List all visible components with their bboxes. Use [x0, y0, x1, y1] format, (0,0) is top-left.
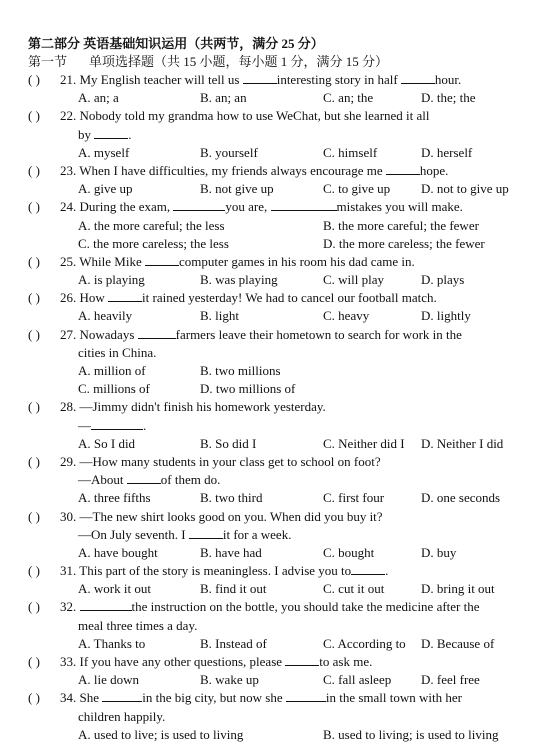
answer-blank[interactable]	[351, 562, 385, 575]
question-text-segment: 29. —How many students in your class get to school on foot?	[60, 453, 381, 469]
answer-blank[interactable]	[173, 198, 225, 211]
option-d[interactable]: D. not to give up	[421, 181, 509, 197]
option-c[interactable]: C. Neither did I	[323, 435, 405, 451]
answer-parentheses[interactable]: ( )	[28, 290, 40, 306]
question-stem	[60, 562, 388, 580]
question-text-segment: 30. —The new shirt looks good on you. When did you buy it?	[60, 508, 383, 524]
section-label: 第一节	[28, 54, 68, 69]
section-heading	[28, 53, 388, 71]
answer-blank[interactable]	[102, 689, 142, 702]
question-stem-line	[0, 326, 536, 344]
answer-blank[interactable]	[386, 162, 420, 175]
question-continuation	[78, 417, 146, 435]
question-text-segment: 28. —Jimmy didn't finish his homework yesterday.	[60, 399, 326, 415]
options-row	[0, 362, 536, 380]
question-26	[0, 289, 536, 325]
question-text-segment: 22. Nobody told my grandma how to use WeChat, but she learned it all	[60, 108, 430, 124]
option-d[interactable]: D. the more careless; the fewer	[323, 235, 485, 251]
answer-parentheses[interactable]: ( )	[28, 72, 40, 87]
question-text-segment: —	[78, 417, 91, 433]
answer-blank[interactable]	[91, 417, 143, 430]
answer-parentheses[interactable]: ( )	[28, 453, 40, 469]
option-b[interactable]: B. two third	[200, 490, 263, 506]
options-row	[0, 671, 536, 689]
question-27	[0, 326, 536, 399]
answer-blank[interactable]	[189, 526, 223, 539]
option-b[interactable]: B. light	[200, 308, 240, 324]
option-a[interactable]: A. have bought	[78, 544, 158, 560]
question-stem-line	[0, 253, 536, 271]
option-a[interactable]: A. give up	[78, 181, 133, 197]
question-stem	[60, 508, 383, 526]
question-stem-line	[0, 453, 536, 471]
question-22	[0, 107, 536, 162]
question-continuation-line	[0, 708, 536, 726]
question-continuation-line	[0, 471, 536, 489]
question-text-segment: you are,	[225, 199, 271, 215]
question-text-segment: cities in China.	[78, 344, 157, 360]
option-a[interactable]: A. an; a	[78, 90, 119, 106]
options-row	[0, 435, 536, 453]
option-c[interactable]: C. himself	[323, 144, 378, 160]
option-d[interactable]: D. herself	[421, 144, 473, 160]
question-24	[0, 198, 536, 253]
option-c[interactable]: C. an; the	[323, 90, 374, 106]
options-row	[0, 89, 536, 107]
question-list	[0, 71, 536, 744]
options-row	[0, 307, 536, 325]
question-text-segment: .	[128, 126, 132, 142]
question-stem	[60, 689, 462, 707]
option-c[interactable]: C. will play	[323, 272, 385, 288]
option-a[interactable]: A. heavily	[78, 308, 133, 324]
question-stem-line	[0, 689, 536, 707]
options-row	[0, 217, 536, 235]
question-25	[0, 253, 536, 289]
question-text-segment: of them do.	[160, 472, 221, 488]
question-text-segment: computer games in his room his dad came in.	[178, 253, 415, 269]
question-stem	[60, 289, 437, 307]
options-row	[0, 180, 536, 198]
answer-parentheses[interactable]: ( )	[28, 199, 40, 215]
option-b[interactable]: B. Instead of	[200, 635, 267, 651]
question-stem	[60, 198, 463, 216]
answer-blank[interactable]	[127, 471, 161, 484]
answer-parentheses[interactable]: ( )	[28, 563, 40, 579]
option-a[interactable]: A. work it out	[78, 581, 151, 597]
answer-blank[interactable]	[286, 689, 326, 702]
question-stem-line	[0, 198, 536, 216]
question-stem-line	[0, 508, 536, 526]
option-d[interactable]: D. bring it out	[421, 581, 495, 597]
answer-parentheses[interactable]: ( )	[28, 108, 40, 124]
option-b[interactable]: B. two millions	[200, 363, 281, 378]
answer-parentheses[interactable]: ( )	[28, 326, 40, 342]
question-28	[0, 398, 536, 453]
question-23	[0, 162, 536, 198]
question-text-segment: interesting story in half	[276, 72, 401, 87]
option-c[interactable]: C. fall asleep	[323, 672, 392, 688]
question-text-segment: —On July seventh. I	[78, 526, 189, 542]
question-stem-line	[0, 289, 536, 307]
question-continuation	[78, 526, 291, 544]
option-d[interactable]: D. Neither I did	[421, 435, 504, 451]
question-text-segment: in the small town with her	[325, 690, 462, 706]
option-c[interactable]: C. cut it out	[323, 581, 385, 597]
question-continuation	[78, 344, 156, 362]
question-text-segment: 27. Nowadays	[60, 326, 138, 342]
question-text-segment: the instruction on the bottle, you should take the medicine after the	[131, 599, 480, 615]
question-stem-line	[0, 71, 536, 89]
question-stem-line	[0, 562, 536, 580]
option-b[interactable]: B. have had	[200, 544, 262, 560]
option-d[interactable]: D. plays	[421, 272, 465, 288]
option-c[interactable]: C. According to	[323, 635, 406, 651]
answer-blank[interactable]	[271, 198, 337, 211]
question-stem	[60, 71, 461, 89]
question-text-segment: 34. She	[60, 690, 103, 706]
option-a[interactable]: A. the more careful; the less	[78, 217, 225, 233]
answer-parentheses[interactable]: ( )	[28, 162, 40, 178]
option-a[interactable]: A. lie down	[78, 672, 140, 688]
question-text-segment: hour.	[434, 72, 462, 87]
option-b[interactable]: B. wake up	[200, 672, 259, 688]
question-34	[0, 689, 536, 744]
question-text-segment: —About	[78, 472, 127, 488]
options-row	[0, 380, 536, 398]
option-d[interactable]: D. buy	[421, 544, 457, 560]
question-21	[0, 71, 536, 107]
question-31	[0, 562, 536, 598]
question-continuation-line	[0, 617, 536, 635]
option-a[interactable]: A. Thanks to	[78, 635, 146, 651]
options-row	[0, 271, 536, 289]
question-stem	[60, 162, 448, 180]
option-c[interactable]: C. to give up	[323, 181, 391, 197]
option-d[interactable]: D. two millions of	[200, 381, 296, 397]
option-a[interactable]: A. So I did	[78, 435, 136, 451]
option-b[interactable]: B. not give up	[200, 181, 274, 197]
question-text-segment: mistakes you will make.	[336, 199, 463, 215]
option-b[interactable]: B. find it out	[200, 581, 267, 597]
question-text-segment: 25. While Mike	[60, 253, 145, 269]
question-continuation	[78, 617, 197, 635]
question-continuation-line	[0, 417, 536, 435]
question-text-segment: 21. My English teacher will tell us	[60, 72, 243, 87]
question-30	[0, 508, 536, 563]
question-text-segment: 23. When I have difficulties, my friends always encourage me	[60, 162, 386, 178]
answer-parentheses[interactable]: ( )	[28, 599, 40, 615]
options-row	[0, 144, 536, 162]
question-text-segment: 32.	[60, 599, 80, 615]
options-row	[0, 635, 536, 653]
question-continuation-line	[0, 526, 536, 544]
option-b[interactable]: B. used to living; is used to living	[323, 726, 499, 742]
question-text-segment: it rained yesterday! We had to cancel our football match.	[142, 290, 437, 306]
options-row	[0, 544, 536, 562]
option-a[interactable]: A. used to live; is used to living	[78, 726, 244, 742]
question-text-segment: to ask me.	[319, 654, 373, 669]
question-stem	[60, 107, 430, 125]
question-continuation	[78, 471, 220, 489]
question-text-segment: children happily.	[78, 708, 166, 724]
question-text-segment: .	[143, 417, 147, 433]
options-row	[0, 235, 536, 253]
option-c[interactable]: C. heavy	[323, 308, 370, 324]
question-stem-line	[0, 398, 536, 416]
question-stem-line	[0, 107, 536, 125]
answer-blank[interactable]	[243, 71, 277, 84]
option-a[interactable]: A. million of	[78, 363, 146, 378]
question-stem	[60, 398, 326, 416]
question-text-segment: 26. How	[60, 290, 109, 306]
question-stem-line	[0, 162, 536, 180]
option-c[interactable]: C. millions of	[78, 381, 150, 397]
options-row	[0, 726, 536, 744]
option-d[interactable]: D. Because of	[421, 635, 495, 651]
option-a[interactable]: A. three fifths	[78, 490, 151, 506]
question-stem	[60, 453, 381, 471]
option-d[interactable]: D. lightly	[421, 308, 471, 324]
question-stem	[60, 598, 480, 616]
question-text-segment: 24. During the exam,	[60, 199, 174, 215]
option-b[interactable]: B. was playing	[200, 272, 278, 288]
answer-parentheses[interactable]: ( )	[28, 690, 40, 706]
question-29	[0, 453, 536, 508]
question-text-segment: in the big city, but now she	[142, 690, 286, 706]
question-text-segment: it for a week.	[222, 526, 292, 542]
question-stem-line	[0, 653, 536, 671]
question-stem	[60, 253, 415, 271]
part-title: 第二部分 英语基础知识运用（共两节，满分 25 分）	[28, 36, 324, 51]
question-text-segment: 31. This part of the story is meaningless. I advise you to	[60, 563, 352, 579]
option-a[interactable]: A. myself	[78, 144, 130, 160]
question-stem	[60, 653, 372, 671]
answer-blank[interactable]	[108, 289, 142, 302]
option-c[interactable]: C. the more careless; the less	[78, 235, 229, 251]
question-text-segment: farmers leave their hometown to search for work in the	[175, 326, 462, 342]
option-b[interactable]: B. an; an	[200, 90, 247, 106]
option-b[interactable]: B. So did I	[200, 435, 257, 451]
option-b[interactable]: B. the more careful; the fewer	[323, 217, 479, 233]
answer-blank[interactable]	[145, 253, 179, 266]
option-d[interactable]: D. one seconds	[421, 490, 501, 506]
options-row	[0, 489, 536, 507]
option-c[interactable]: C. first four	[323, 490, 385, 506]
question-continuation-line	[0, 344, 536, 362]
option-d[interactable]: D. feel free	[421, 672, 480, 688]
option-d[interactable]: D. the; the	[421, 90, 476, 106]
option-a[interactable]: A. is playing	[78, 272, 145, 288]
question-text-segment: meal three times a day.	[78, 617, 198, 633]
options-row	[0, 580, 536, 598]
answer-parentheses[interactable]: ( )	[28, 253, 40, 269]
question-text-segment: by	[78, 126, 95, 142]
question-continuation	[78, 708, 165, 726]
question-continuation-line	[0, 126, 536, 144]
question-text-segment: 33. If you have any other questions, please	[60, 654, 286, 669]
answer-blank[interactable]	[138, 326, 176, 339]
answer-blank[interactable]	[401, 71, 435, 84]
answer-parentheses[interactable]: ( )	[28, 654, 40, 669]
question-33	[0, 653, 536, 689]
answer-blank[interactable]	[80, 598, 132, 611]
question-stem	[60, 326, 462, 344]
answer-parentheses[interactable]: ( )	[28, 508, 40, 524]
answer-blank[interactable]	[285, 653, 319, 666]
option-c[interactable]: C. bought	[323, 544, 375, 560]
answer-blank[interactable]	[94, 126, 128, 139]
option-b[interactable]: B. yourself	[200, 144, 258, 160]
question-continuation	[78, 126, 132, 144]
section-description: 单项选择题（共 15 小题，每小题 1 分，满分 15 分）	[89, 54, 389, 69]
question-text-segment: .	[385, 563, 389, 579]
question-stem-line	[0, 598, 536, 616]
answer-parentheses[interactable]: ( )	[28, 399, 40, 415]
question-text-segment: hope.	[419, 162, 449, 178]
question-32	[0, 598, 536, 653]
